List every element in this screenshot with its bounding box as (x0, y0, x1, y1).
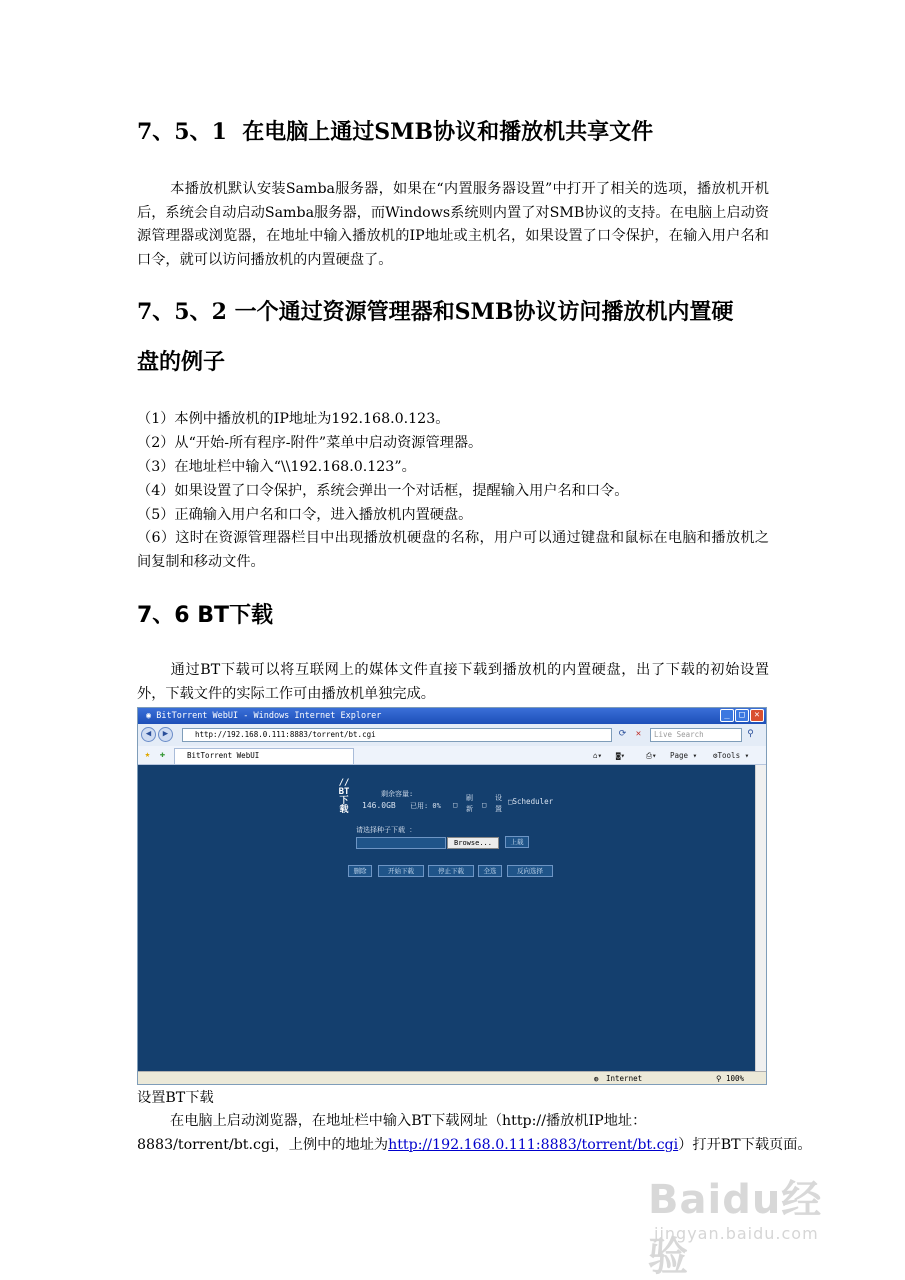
logo-slashes: // (338, 778, 350, 788)
heading-number: 7、5、1 (137, 119, 227, 145)
choose-torrent-label: 请选择种子下载 ： (356, 826, 417, 834)
browse-button[interactable]: Browse... (447, 837, 499, 849)
back-button[interactable]: ◀ (141, 727, 156, 742)
print-icon[interactable]: ⎙▾ (646, 751, 657, 760)
step-4: （4）如果设置了口令保护，系统会弹出一个对话框，提醒输入用户名和口令。 (137, 483, 629, 499)
settings-checkbox[interactable]: □ (482, 801, 487, 809)
heading-text: 在电脑上通过SMB协议和播放机共享文件 (242, 119, 654, 145)
logo-xia: 下 (339, 796, 349, 806)
address-input[interactable] (182, 728, 612, 742)
last-line2-pre: 8883/torrent/bt.cgi，上例中的地址为 (137, 1137, 389, 1153)
step-1: （1）本例中播放机的IP地址为192.168.0.123。 (137, 411, 450, 427)
paragraph-smb-share (137, 178, 769, 272)
step-3: （3）在地址栏中输入“\\192.168.0.123”。 (137, 459, 416, 475)
logo-bt: BT (338, 787, 350, 797)
last-line1-text: 在电脑上启动浏览器，在地址栏中输入BT下载网址（http://播放机IP地址： (170, 1113, 647, 1129)
browser-screenshot (137, 707, 767, 1085)
last-paragraph-line1 (137, 1111, 646, 1131)
watermark-url: jingyan.baidu.com (654, 1224, 819, 1243)
step-6: （6）这时在资源管理器栏目中出现播放机硬盘的名称，用户可以通过键盘和鼠标在电脑和播放机之间复制和移动文件。 (137, 530, 769, 570)
window-title: BitTorrent WebUI - Windows Internet Explorer (156, 711, 382, 721)
window-titlebar (138, 708, 766, 724)
home-icon[interactable]: ⌂▾ (593, 751, 603, 760)
settings-char-1: 设 (495, 794, 502, 802)
vertical-scrollbar[interactable] (755, 765, 766, 1071)
add-favorites-icon[interactable]: ✚ (159, 750, 166, 760)
paragraph-bt (137, 659, 769, 706)
figure-caption: 设置BT下载 (137, 1090, 214, 1106)
globe-icon: ◍ (594, 1074, 599, 1083)
step-5: （5）正确输入用户名和口令，进入播放机内置硬盘。 (137, 507, 473, 523)
torrent-file-input[interactable] (356, 837, 446, 849)
scheduler-label: Scheduler (512, 797, 554, 806)
heading-7-5-2-line2: 盘的例子 (137, 349, 226, 375)
space-label: 剩余容量: (381, 790, 414, 798)
maximize-button[interactable]: □ (735, 709, 749, 722)
used-percent: 已用: 0% (410, 802, 441, 810)
status-zoom[interactable]: 100% (726, 1074, 745, 1083)
paragraph-text: 通过BT下载可以将互联网上的媒体文件直接下载到播放机的内置硬盘，出了下载的初始设置外，下载文件的实际工作可由播放机单独完成。 (137, 662, 769, 702)
page-menu[interactable] (670, 750, 697, 762)
tools-menu-label: Tools ▾ (717, 751, 750, 760)
favorites-star-icon[interactable]: ★ (144, 750, 151, 760)
heading-7-6: 7、6 BT下载 (137, 603, 274, 628)
feeds-icon[interactable]: ◙▾ (616, 751, 626, 760)
stop-download-button[interactable]: 停止下载 (428, 865, 474, 877)
scheduler-option[interactable] (508, 797, 553, 806)
bt-url-link[interactable]: http://192.168.0.111:8883/torrent/bt.cgi (388, 1137, 679, 1153)
minimize-button[interactable]: _ (720, 709, 734, 722)
delete-button[interactable]: 删除 (348, 865, 372, 877)
tab-bittorrent-webui[interactable] (174, 748, 354, 764)
watermark-logo: Baidu经验 (648, 1177, 823, 1280)
tools-menu[interactable] (713, 750, 749, 762)
address-value: http://192.168.0.111:8883/torrent/bt.cgi (195, 730, 376, 739)
invert-selection-button[interactable]: 反向选择 (507, 865, 553, 877)
settings-char-2: 置 (495, 805, 502, 813)
close-button[interactable]: ✕ (750, 709, 764, 722)
tab-toolbar (138, 746, 766, 765)
tab-title: BitTorrent WebUI (187, 751, 260, 760)
refresh-icon[interactable]: ⟳ (618, 729, 627, 739)
last-line2-post: ）打开BT下载页面。 (678, 1137, 812, 1153)
ie-icon: ◉ (146, 711, 152, 721)
gear-icon: ⚙ (713, 751, 718, 760)
page-menu-label: Page ▾ (670, 751, 698, 760)
webui-content (138, 765, 755, 1071)
start-download-button[interactable]: 开始下载 (378, 865, 424, 877)
forward-button[interactable]: ▶ (158, 727, 173, 742)
address-toolbar (138, 724, 766, 746)
scheduler-checkbox: □ (508, 797, 513, 806)
zoom-icon: ⚲ (716, 1074, 722, 1083)
refresh-char-1: 刷 (466, 794, 473, 802)
paragraph-text: 本播放机默认安装Samba服务器，如果在“内置服务器设置”中打开了相关的选项，播放机开机后，系统会自动启动Samba服务器，而Windows系统则内置了对SMB协议的支持。在电脑上启动资源管理器或浏览器，在地址中输入播放机的IP地址或主机名，如果设置了口令保护，在输入用户名和口令，就可以访问播放机的内置硬盘了。 (137, 181, 769, 268)
refresh-checkbox[interactable]: □ (453, 801, 458, 809)
space-value: 146.0GB (362, 801, 396, 810)
settings-label (495, 793, 502, 815)
search-input[interactable]: Live Search (650, 728, 742, 742)
last-paragraph-line2 (137, 1135, 812, 1155)
bt-logo (337, 779, 351, 815)
status-zone: Internet (606, 1074, 643, 1083)
upload-button[interactable]: 上载 (505, 836, 529, 848)
refresh-char-2: 新 (466, 805, 473, 813)
search-icon[interactable]: ⚲ (747, 729, 754, 739)
heading-7-5-2-line1: 7、5、2 一个通过资源管理器和SMB协议访问播放机内置硬 (137, 299, 734, 325)
step-2: （2）从“开始-所有程序-附件”菜单中启动资源管理器。 (137, 435, 483, 451)
status-bar (138, 1071, 766, 1085)
stop-icon[interactable]: ✕ (635, 729, 642, 739)
logo-zai: 载 (339, 805, 349, 815)
refresh-label (466, 793, 473, 815)
window-controls (720, 709, 764, 722)
baidu-watermark (640, 1168, 860, 1280)
heading-7-5-1 (137, 118, 653, 146)
select-all-button[interactable]: 全选 (478, 865, 502, 877)
